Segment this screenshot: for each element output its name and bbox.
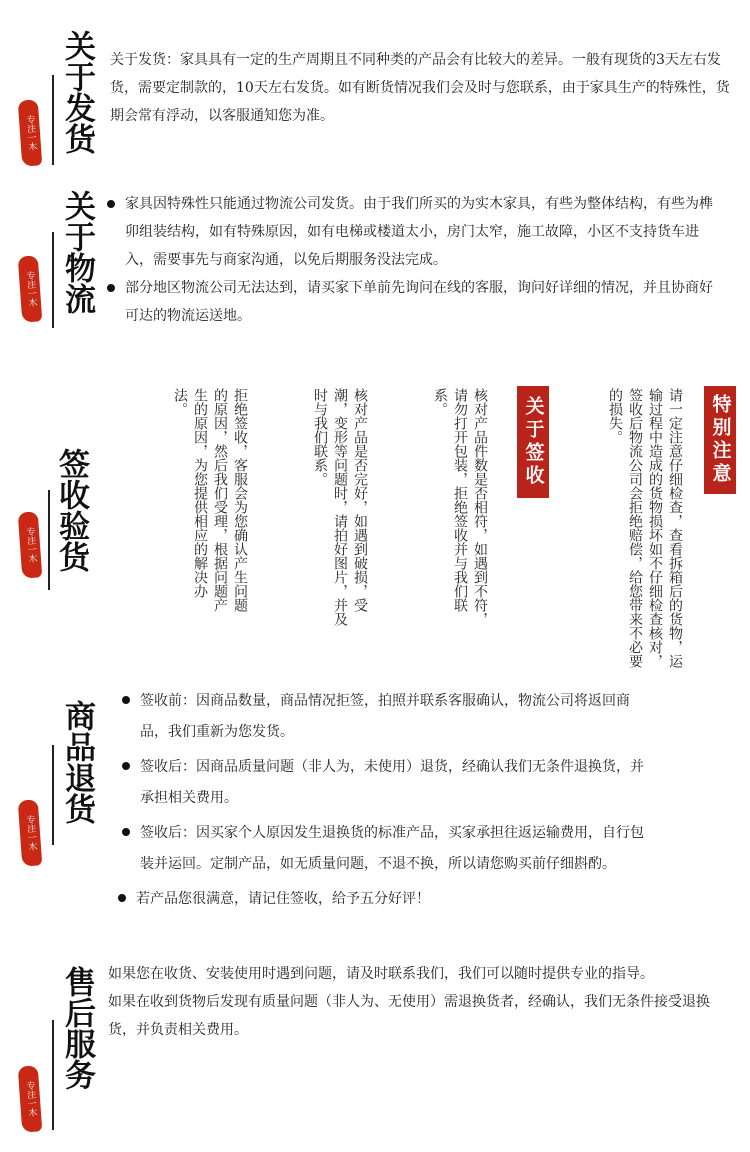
- divider-line: [52, 745, 54, 845]
- aftersales-paragraph: 如果您在收货、安装使用时遇到问题，请及时联系我们，我们可以随时提供专业的指导。: [108, 966, 654, 982]
- special-notice-text: 请一定注意仔细检查，查看拆箱后的货物，运输过程中造成的货物损坏如不仔细检查核对，签收后物流公司会拒绝赔偿，给您带来不必要的损失。: [607, 388, 683, 668]
- signing-step-3: 拒绝签收，客服会为您确认产生问题的原因，然后我们受理，根据问题产生的原因，为您提供相应的解决办法。: [172, 388, 248, 612]
- signing-step-1: 核对产品件数是否相符，如遇到不符，请勿打开包装，拒绝签收并与我们联系。: [432, 388, 488, 626]
- aftersales-text: [108, 960, 736, 1044]
- list-item: 部分地区物流公司无法达到，请买家下单前先询问在线的客服，询问好详细的情况，并且协商好可达的物流运送地。: [107, 274, 722, 330]
- special-notice-label: 特别注意: [704, 386, 736, 494]
- divider-line: [52, 232, 54, 328]
- seal-stamp: 专注一木: [18, 799, 43, 866]
- seal-stamp: 专注一木: [18, 99, 43, 166]
- divider-line: [52, 1020, 54, 1130]
- list-item: 签收后：因商品质量问题（非人为，未使用）退货，经确认我们无条件退换货，并承担相关费用。: [122, 752, 657, 814]
- seal-stamp: 专注一木: [18, 1065, 43, 1132]
- shipping-text: 关于发货：家具具有一定的生产周期且不同种类的产品会有比较大的差异。一般有现货的3天左右发货，需要定制款的，10天左右发货。如有断货情况我们会及时与您联系，由于家具生产的特殊性，货期会常有浮动，以客服通知您为准。: [110, 52, 730, 124]
- section-title-returns: 商品退货: [59, 700, 95, 824]
- returns-list: [122, 686, 657, 915]
- seal-stamp: 专注一木: [18, 255, 43, 322]
- about-signing-label: 关于签收: [517, 386, 549, 498]
- list-item: 签收前：因商品数量，商品情况拒签，拍照并联系客服确认，物流公司将返回商品，我们重新为您发货。: [122, 686, 657, 748]
- seal-stamp: 专注一木: [18, 511, 43, 578]
- section-title-shipping: 关于发货: [59, 30, 95, 154]
- signing-step-2: 核对产品是否完好，如遇到破损，受潮，变形等问题时，请拍好图片，并及时与我们联系。: [312, 388, 368, 626]
- section-title-aftersales: 售后服务: [59, 966, 95, 1090]
- list-item: 若产品您很满意，请记住签收，给予五分好评！: [118, 884, 657, 915]
- list-item: 签收后：因买家个人原因发生退换货的标准产品，买家承担往返运输费用，自行包装并运回。定制产品，如无质量问题，不退不换，所以请您购买前仔细斟酌。: [122, 818, 657, 880]
- section-title-signing: 签收验货: [53, 448, 89, 572]
- section-title-logistics: 关于物流: [59, 190, 95, 314]
- aftersales-paragraph: 如果在收到货物后发现有质量问题（非人为、无使用）需退换货者，经确认，我们无条件接受退换货，并负责相关费用。: [108, 994, 710, 1038]
- logistics-list: [107, 190, 722, 330]
- divider-line: [48, 490, 50, 590]
- divider-line: [52, 75, 54, 165]
- list-item: 家具因特殊性只能通过物流公司发货。由于我们所买的为实木家具，有些为整体结构，有些为榫卯组装结构，如有特殊原因，如有电梯或楼道太小，房门太窄，施工故障，小区不支持货车进入，需要事先与商家沟通，以免后期服务没法完成。: [107, 190, 722, 274]
